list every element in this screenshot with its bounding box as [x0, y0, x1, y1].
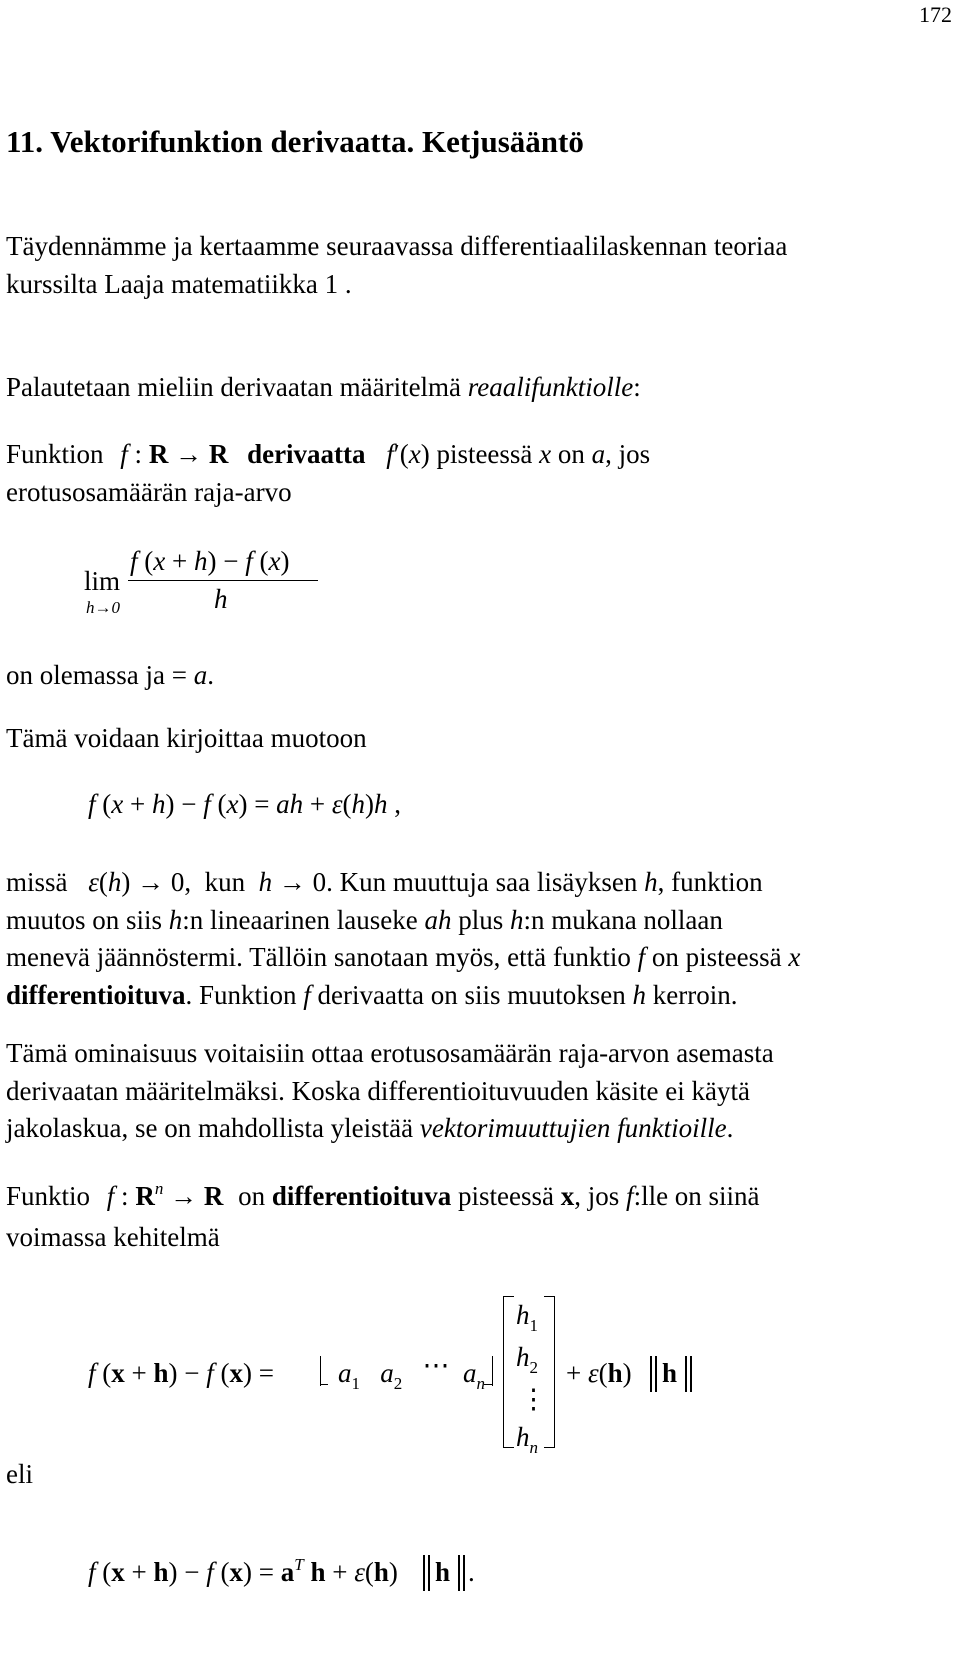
limit-numerator: f (x + h) − f (x) [130, 546, 290, 576]
where-line4-bold: differentioituva [6, 979, 186, 1010]
after-limit-a: a [193, 660, 208, 690]
def2-end-a: , jos [574, 1181, 627, 1211]
def1-bold: derivaatta [247, 439, 366, 469]
def1-map: f : R → R [120, 439, 229, 469]
equation-3: f (x + h) − f $(x) = a^T$ h + ε(h) [88, 1555, 398, 1587]
recall-line [6, 369, 951, 407]
limit-fraction-line [128, 580, 318, 581]
def2-on: on [238, 1181, 266, 1211]
equation-2-lhs: f (x + h) − f (x) = [88, 1358, 274, 1388]
def1-prefix: Funktion [6, 439, 104, 469]
property-paragraph [6, 1035, 951, 1148]
where-line4-h: h [632, 979, 646, 1010]
property-line3-emph: vektorimuuttujien funktioille [419, 1113, 727, 1143]
property-line-3 [6, 1110, 951, 1148]
where-line-4 [6, 977, 951, 1015]
where-line2-a: muutos on siis [6, 904, 169, 935]
column-vector-right-bracket [544, 1296, 555, 1448]
def1-mid2: on [557, 439, 585, 469]
where-line2-ah: ah [424, 904, 452, 935]
where-line4-f: f [303, 979, 311, 1010]
def2-map: f : $R^n \to R$ [106, 1179, 224, 1211]
where-paragraph [6, 864, 951, 1014]
definition-1-line-2: erotusosamäärän raja-arvo [6, 476, 292, 507]
where-lead: missä [6, 867, 68, 897]
where-t1: . Kun muuttuja saa lisäyksen [326, 867, 645, 897]
equation-1: f (x + h) − f (x) = ah + ε(h)h , [88, 789, 402, 819]
limit-lim: lim [84, 566, 121, 596]
after-limit-line [6, 657, 951, 695]
norm-bar-1 [650, 1356, 652, 1392]
def1-x: x [539, 439, 552, 469]
where-h1: h [644, 867, 658, 897]
where-line-2 [6, 902, 951, 940]
def2-mid: pisteessä [458, 1181, 555, 1211]
def1-mid1: pisteessä [436, 439, 533, 469]
norm-bar-5 [423, 1555, 425, 1591]
rewrite-intro: Tämä voidaan kirjoittaa muotoon [6, 723, 367, 753]
column-vector: $h_1$ $h_2$ ⋮ $h_n$ [516, 1300, 547, 1457]
where-line2-h: h [168, 904, 183, 935]
where-t2: , funktion [657, 867, 763, 897]
def2-bold: differentioituva [271, 1181, 452, 1211]
definition-1 [6, 436, 951, 511]
norm-bar-2 [655, 1356, 657, 1392]
norm-bar-6 [428, 1555, 430, 1591]
def2-f: f [626, 1181, 634, 1211]
def1-fprime: f′(x) [386, 439, 430, 469]
where-line-3 [6, 939, 951, 977]
property-line3-end: . [726, 1113, 734, 1143]
def1-a: a [591, 439, 606, 469]
where-line4-a: . Funktion [185, 979, 304, 1010]
property-line-2: derivaatan määritelmäksi. Koska differentioituvuuden käsite ei käytä [6, 1075, 750, 1106]
definition-2 [6, 1178, 951, 1256]
row-vector-left-bottom [320, 1384, 328, 1385]
where-line2-d: :n mukana nollaan [523, 904, 723, 935]
property-line-1: Tämä ominaisuus voitaisiin ottaa erotusosamäärän raja-arvon asemasta [6, 1038, 774, 1068]
after-limit-text: on olemassa ja = [6, 660, 194, 690]
def2-end-b: :lle on siinä [633, 1181, 760, 1211]
definition-2-line-2: voimassa kehitelmä [6, 1221, 220, 1252]
intro-line-2: kurssilta Laaja matematiikka 1 . [6, 268, 352, 299]
or-word: eli [6, 1459, 33, 1489]
intro-line-1: Täydennämme ja kertaamme seuraavassa differentiaalilaskennan teoriaa [6, 231, 788, 261]
equation-3-norm-h: h [435, 1557, 451, 1587]
recall-end: : [633, 372, 641, 402]
where-line4-b: derivaatta on siis muutoksen [310, 979, 633, 1010]
page-number: 172 [919, 2, 952, 27]
recall-text: Palautetaan mieliin derivaatan määritelmä [6, 372, 468, 402]
norm-bar-4 [690, 1356, 692, 1392]
where-line3-x: x [788, 942, 801, 972]
column-vector-left-bracket [503, 1296, 514, 1448]
intro-paragraph [6, 228, 951, 303]
where-line2-b: :n lineaarinen lauseke [182, 904, 425, 935]
after-limit-end: . [207, 660, 214, 690]
where-line-1 [6, 864, 951, 902]
limit-under: h→0 [86, 598, 120, 617]
where-line2-h2: h [509, 904, 524, 935]
definition-1-line-1 [6, 436, 951, 474]
where-line3-a: menevä jäännöstermi. Tällöin sanotaan myös, että funktio [6, 942, 638, 972]
equation-2-rhs: + ε(h) [566, 1358, 632, 1388]
where-line4-c: kerroin. [645, 979, 738, 1010]
equation-3-end: . [468, 1557, 475, 1587]
where-line2-c: plus [451, 904, 510, 935]
recall-emph: reaalifunktiolle [467, 372, 634, 402]
property-line3-a: jakolaskua, se on mahdollista yleistää [6, 1113, 420, 1143]
where-cond: ε(h) → 0, kun h → 0 [88, 867, 327, 897]
norm-bar-3 [685, 1356, 687, 1392]
row-vector-right-bottom [484, 1384, 492, 1385]
norm-bar-7 [458, 1555, 460, 1591]
where-line3-b: on pisteessä [645, 942, 789, 972]
equation-2-norm-h: h [662, 1358, 678, 1388]
def1-end: , jos [605, 439, 651, 469]
limit-denominator: h [214, 584, 228, 614]
where-line3-f: f [637, 942, 646, 972]
row-vector-right-bracket [492, 1356, 493, 1386]
def2-prefix: Funktio [6, 1181, 91, 1211]
definition-2-line-1 [6, 1178, 951, 1219]
norm-bar-8 [463, 1555, 465, 1591]
row-vector: $a_1$ $a_2$ ⋯ $a_n$ [338, 1350, 485, 1393]
def2-x: x [560, 1181, 575, 1211]
section-heading: 11. Vektorifunktion derivaatta. Ketjusääntö [6, 124, 584, 159]
